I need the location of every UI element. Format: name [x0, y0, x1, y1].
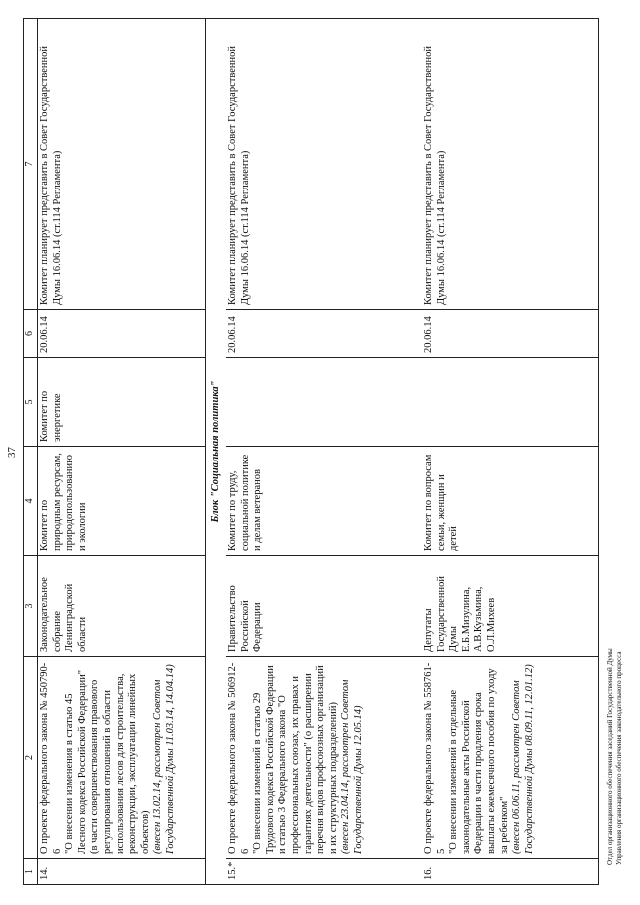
bill-note: (внесен 13.02.14, рассмотрен Советом Государственной Думы 11.03.14, 14.04.14) [152, 664, 176, 854]
column-number: 1 [24, 859, 38, 885]
co-committee-cell [226, 358, 422, 447]
bill-title: О проекте федерального закона № 450790-6 [39, 662, 63, 854]
bill-note: (внесен 06.06.11, рассмотрен Советом Государственной Думы 08.09.11, 12.01.12) [511, 664, 535, 854]
page-number: 37 [6, 447, 18, 458]
column-number-row [24, 19, 38, 885]
column-number: 6 [24, 310, 38, 358]
row-number: 15.* [226, 859, 422, 885]
column-number: 4 [24, 447, 38, 556]
footer-line: Отдел организационного обеспечения заседаний Государственной Думы [606, 648, 614, 865]
column-number: 5 [24, 358, 38, 447]
co-committee-cell: Комитет по энергетике [38, 358, 206, 447]
author-cell: Законодательное собрание Ленинградской области [38, 556, 206, 657]
bill-text: "О внесении изменений в статью 29 Трудового кодекса Российской Федерации и статью 3 Федерального закона "О профессиональных союзах, их правах и гарантиях деятельности" (о расширении перечня видов профсоюзных организаций и их структурных подразделений) [252, 665, 339, 854]
committee-cell: Комитет по природным ресурсам, природопользованию и экологии [38, 447, 206, 556]
author-cell: Правительство Российской Федерации [226, 556, 422, 657]
bill-title: О проекте федерального закона № 558761-5 [423, 662, 447, 854]
bill-text: "О внесении изменения в статью 45 Лесного кодекса Российской Федерации" (в части совершенствования правового регулирования отношений в области использования лесов для строительства, реконструкции, эксплуатации линейных объектов) [64, 669, 151, 854]
plan-cell: Комитет планирует представить в Совет Государственной Думы 16.06.14 (ст.114 Регламента) [38, 19, 206, 310]
plan-cell: Комитет планирует представить в Совет Государственной Думы 16.06.14 (ст.114 Регламента) [226, 19, 422, 310]
row-number: 16. [422, 859, 598, 885]
bill-note: (внесен 23.04.14, рассмотрен Советом Государственной Думы 12.05.14) [340, 679, 364, 854]
committee-cell: Комитет по труду, социальной политике и делам ветеранов [226, 447, 422, 556]
author-cell: Депутаты Государственной Думы Е.Б.Мизулина, А.В.Кузьмина, О.Л.Михеев [422, 556, 598, 657]
agenda-table [23, 18, 599, 885]
bill-cell [422, 657, 598, 859]
date-cell: 20.06.14 [38, 310, 206, 358]
table-row [422, 19, 598, 885]
column-number: 3 [24, 556, 38, 657]
co-committee-cell [422, 358, 598, 447]
date-cell: 20.06.14 [422, 310, 598, 358]
table-row [38, 19, 206, 885]
bill-title: О проекте федерального закона № 506912-6 [227, 662, 251, 854]
bill-cell [38, 657, 206, 859]
row-number: 14. [38, 859, 206, 885]
footer-line: Управления организационного обеспечения законодательного процесса [615, 651, 623, 865]
column-number: 7 [24, 19, 38, 310]
date-cell: 20.06.14 [226, 310, 422, 358]
plan-cell: Комитет планирует представить в Совет Государственной Думы 16.06.14 (ст.114 Регламента) [422, 19, 598, 310]
committee-cell: Комитет по вопросам семьи, женщин и детей [422, 447, 598, 556]
table-row [226, 19, 422, 885]
section-header-row [206, 19, 227, 885]
footer [606, 648, 624, 865]
bill-text: "О внесении изменений в отдельные законодательные акты Российской Федерации в части продления срока выплаты ежемесячного пособия по уходу за ребенком" [448, 668, 510, 854]
column-number: 2 [24, 657, 38, 859]
section-title: Блок "Социальная политика" [206, 19, 227, 885]
bill-cell [226, 657, 422, 859]
